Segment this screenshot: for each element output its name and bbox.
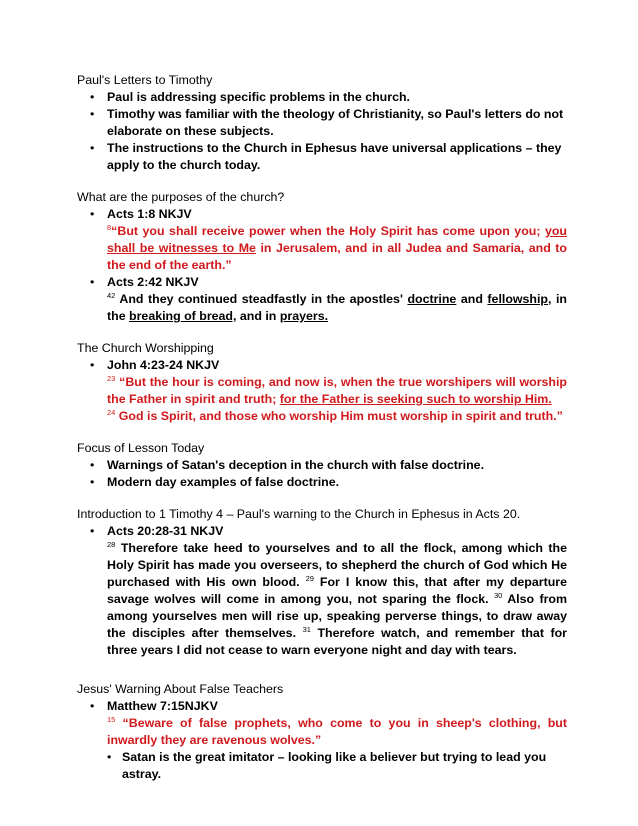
bullet-list	[77, 89, 567, 174]
verse-text: “But the hour is coming, and now is, when the true worshipers will worship the Father in spirit and truth;	[107, 375, 567, 406]
verse-text: “Beware of false prophets, who come to you in sheep's clothing, but inwardly they are ravenous wolves.”	[107, 716, 567, 747]
bullet-item: • Timothy was familiar with the theology of Christianity, so Paul's letters do not elaborate on these subjects.	[77, 106, 567, 140]
section-title: The Church Worshipping	[77, 341, 214, 355]
section-title: Paul's Letters to Timothy	[77, 73, 213, 87]
bullet-list	[77, 457, 567, 491]
verse-text-underlined: for the Father is seeking such to worship Him.	[279, 392, 552, 406]
verse-number: 23	[107, 373, 116, 383]
verse-number: 28	[107, 539, 116, 549]
bullet-item: • Modern day examples of false doctrine.	[77, 474, 567, 491]
scripture-reference: • Acts 1:8 NKJV	[77, 206, 567, 223]
bullet-item: • Paul is addressing specific problems in the church.	[77, 89, 567, 106]
sub-bullet-item: • Satan is the great imitator – looking like a believer but trying to lead you astray.	[107, 749, 567, 783]
verse-john-4-23	[77, 374, 567, 408]
verse-number: 24	[107, 407, 116, 417]
verse-number: 42	[107, 290, 116, 300]
section-title: Introduction to 1 Timothy 4 – Paul's warning to the Church in Ephesus in Acts 20.	[77, 507, 521, 521]
verse-number: 29	[305, 573, 314, 583]
bullet-list	[77, 206, 567, 223]
verse-text: Therefore take heed to yourselves and to all the flock, among which the Holy Spirit has made you overseers, to shepherd the church of God which He purchased with His own blood.	[107, 541, 567, 589]
bullet-item: • Warnings of Satan's deception in the church with false doctrine.	[77, 457, 567, 474]
verse-text: and	[456, 292, 488, 306]
scripture-reference: • John 4:23-24 NKJV	[77, 357, 567, 374]
verse-number: 31	[302, 624, 311, 634]
verse-text-underlined: fellowship	[487, 292, 549, 306]
section-pauls-letters	[77, 72, 567, 174]
bullet-list	[77, 274, 567, 291]
verse-text: and in	[236, 309, 280, 323]
section-false-teachers	[77, 681, 567, 783]
verse-acts-20-28-31	[77, 540, 567, 659]
verse-text: “But you shall receive power when the Holy Spirit has come upon you;	[111, 224, 545, 238]
verse-text-underlined: doctrine	[407, 292, 457, 306]
verse-text: For I know this, that after my departure savage wolves will come in among you, not sparing the flock.	[107, 575, 567, 606]
verse-text: Also from among yourselves men will rise up, speaking perverse things, to draw away the disciples after themselves.	[107, 592, 568, 640]
sub-bullet-list	[107, 749, 567, 783]
scripture-reference: • Acts 2:42 NKJV	[77, 274, 567, 291]
bullet-item: • The instructions to the Church in Ephesus have universal applications – they apply to the church today.	[77, 140, 567, 174]
verse-text-underlined: prayers.	[279, 309, 329, 323]
verse-text: And they continued steadfastly in the apostles'	[115, 292, 408, 306]
bullet-list	[77, 357, 567, 374]
scripture-reference: • Matthew 7:15NJKV	[77, 698, 567, 715]
section-worshipping	[77, 340, 567, 425]
section-focus	[77, 440, 567, 491]
section-purposes	[77, 189, 567, 325]
verse-text: God is Spirit, and those who worship Him must worship in spirit and truth.”	[115, 409, 563, 423]
verse-text: , in the	[107, 292, 567, 323]
verse-text-underlined: breaking of bread,	[129, 309, 237, 323]
scripture-reference: • Acts 20:28-31 NKJV	[77, 523, 567, 540]
section-title: Jesus' Warning About False Teachers	[77, 682, 284, 696]
verse-matthew-7-15	[77, 715, 567, 749]
verse-number: 15	[107, 714, 116, 724]
verse-number: 8	[107, 222, 112, 232]
verse-acts-1-8	[77, 223, 567, 274]
verse-text-underlined: you shall be witnesses to Me	[107, 224, 567, 255]
section-title: What are the purposes of the church?	[77, 190, 285, 204]
verse-john-4-24	[77, 408, 567, 425]
document-page	[77, 72, 567, 798]
verse-number: 30	[493, 590, 503, 600]
verse-acts-2-42	[77, 291, 567, 325]
bullet-list	[77, 523, 567, 540]
section-title: Focus of Lesson Today	[77, 441, 205, 455]
verse-text: in Jerusalem, and in all Judea and Samaria, and to the end of the earth.”	[107, 241, 567, 272]
section-introduction	[77, 506, 567, 659]
bullet-list	[77, 698, 567, 715]
verse-text: Therefore watch, and remember that for three years I did not cease to warn everyone night and day with tears.	[107, 626, 567, 657]
